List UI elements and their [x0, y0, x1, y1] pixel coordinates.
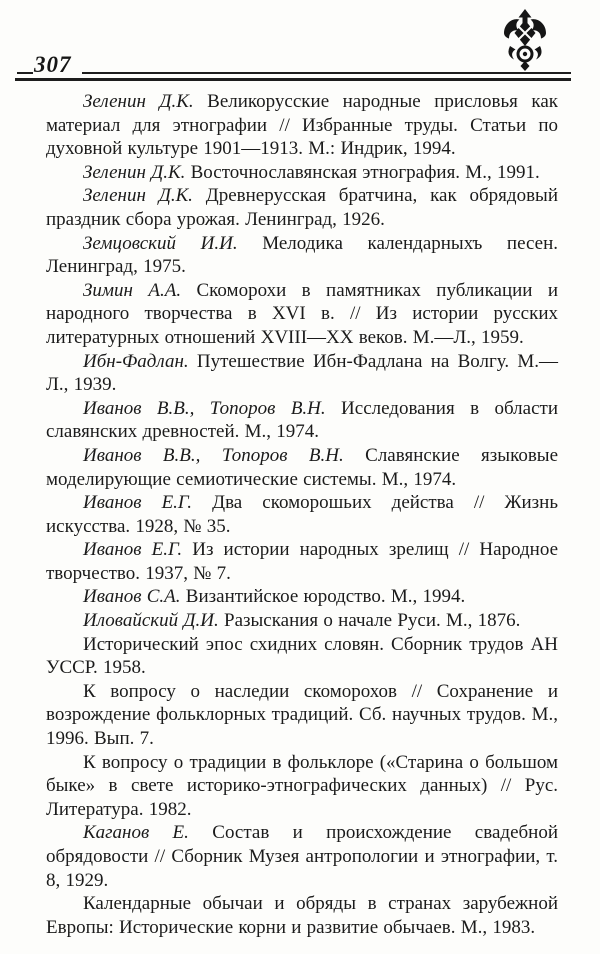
bibliography-entry — [46, 538, 558, 585]
bibliography-entry — [46, 633, 558, 680]
entry-text: Из истории народных зрелищ // Народное творчество. 1937, № 7. — [46, 539, 558, 584]
entry-author: Земцовский И.И. — [83, 232, 238, 254]
entry-text: Восточнославянская этнография. М., 1991. — [190, 161, 540, 183]
floral-vignette-icon — [502, 9, 548, 71]
bibliography-entry — [46, 90, 558, 161]
bibliography-entry — [46, 892, 558, 939]
entry-text: Календарные обычаи и обряды в странах зарубежной Европы: Исторические корни и развитие обычаев. М., 1983. — [46, 893, 558, 938]
bibliography-entry — [46, 184, 558, 231]
entry-text: Разыскания о начале Руси. М., 1876. — [224, 610, 521, 632]
entry-author: Зеленин Д.К. — [83, 91, 194, 112]
entry-author: Каганов Е. — [83, 822, 189, 844]
entry-text: Исторический эпос схидних словян. Сборник трудов АН УССР. 1958. — [46, 633, 558, 679]
bibliography-entry — [46, 279, 558, 350]
entry-text: Древнерусская братчина, как обрядовый праздник сбора урожая. Ленинград, 1926. — [46, 185, 558, 230]
entry-author: Зеленин Д.К. — [83, 185, 193, 207]
entry-author: Иванов Е.Г. — [83, 539, 183, 561]
bibliography-entry — [46, 609, 558, 633]
bibliography-entry — [46, 397, 558, 444]
entry-author: Иванов Е.Г. — [83, 492, 193, 514]
bibliography-entry — [46, 821, 558, 892]
entry-author: Ибн-Фадлан. — [83, 350, 189, 372]
bibliography-list — [46, 90, 558, 939]
entry-text: Мелодика календарныхъ песен. Ленинград, 1975. — [46, 232, 558, 278]
entry-text: Великорусские народные присловья как материал для этнографии // Избранные труды. Статьи по духовной культуре 1901—1913. М.: Индрик, 1994. — [46, 91, 558, 160]
entry-author: Зимин А.А. — [83, 279, 182, 301]
header-rule-thick — [15, 78, 571, 81]
entry-text: Исследования в области славянских древностей. М., 1974. — [46, 397, 558, 443]
entry-author: Иванов С.А. — [83, 586, 181, 608]
entry-text: К вопросу о наследии скоморохов // Сохранение и возрождение фольклорных традиций. Сб. научных трудов. М., 1996. Вып. 7. — [46, 680, 558, 750]
bibliography-entry — [46, 444, 558, 491]
entry-text: К вопросу о традиции в фольклоре («Старина о большом быке» в свете историко-этнографических данных) // Рус. Литература. 1982. — [46, 751, 558, 820]
bibliography-entry — [46, 161, 558, 185]
entry-text: Путешествие Ибн-Фадлана на Волгу. М.—Л., 1939. — [46, 350, 559, 396]
bibliography-entry — [46, 680, 558, 751]
header-rule-thin — [82, 72, 571, 74]
bibliography-entry — [46, 585, 558, 609]
entry-text: Состав и происхождение свадебной обрядовости // Сборник Музея антропологии и этнографии, т. 8, 1929. — [46, 822, 559, 891]
entry-author: Иванов В.В., Топоров В.Н. — [83, 397, 326, 419]
entry-text: Скоморохи в памятниках публикации и народного творчества в XVI в. // Из истории русских литературных отношений XVIII—XX веков. М.—Л., 1959. — [46, 279, 559, 348]
bibliography-entry — [46, 751, 558, 822]
page-number: 307 — [34, 52, 72, 77]
entry-text: Славянские языковые моделирующие семиотические системы. М., 1974. — [46, 444, 559, 490]
entry-text: Два скоморошьих действа // Жизнь искусства. 1928, № 35. — [46, 492, 559, 537]
entry-author: Иванов В.В., Топоров В.Н. — [83, 444, 344, 466]
entry-text: Византийское юродство. М., 1994. — [185, 586, 466, 608]
bibliography-entry — [46, 350, 558, 397]
entry-author: Зеленин Д.К. — [83, 161, 186, 183]
header-rule-left-segment — [17, 72, 33, 74]
entry-author: Иловайский Д.И. — [83, 610, 219, 632]
bibliography-entry — [46, 491, 558, 538]
bibliography-entry — [46, 232, 558, 279]
